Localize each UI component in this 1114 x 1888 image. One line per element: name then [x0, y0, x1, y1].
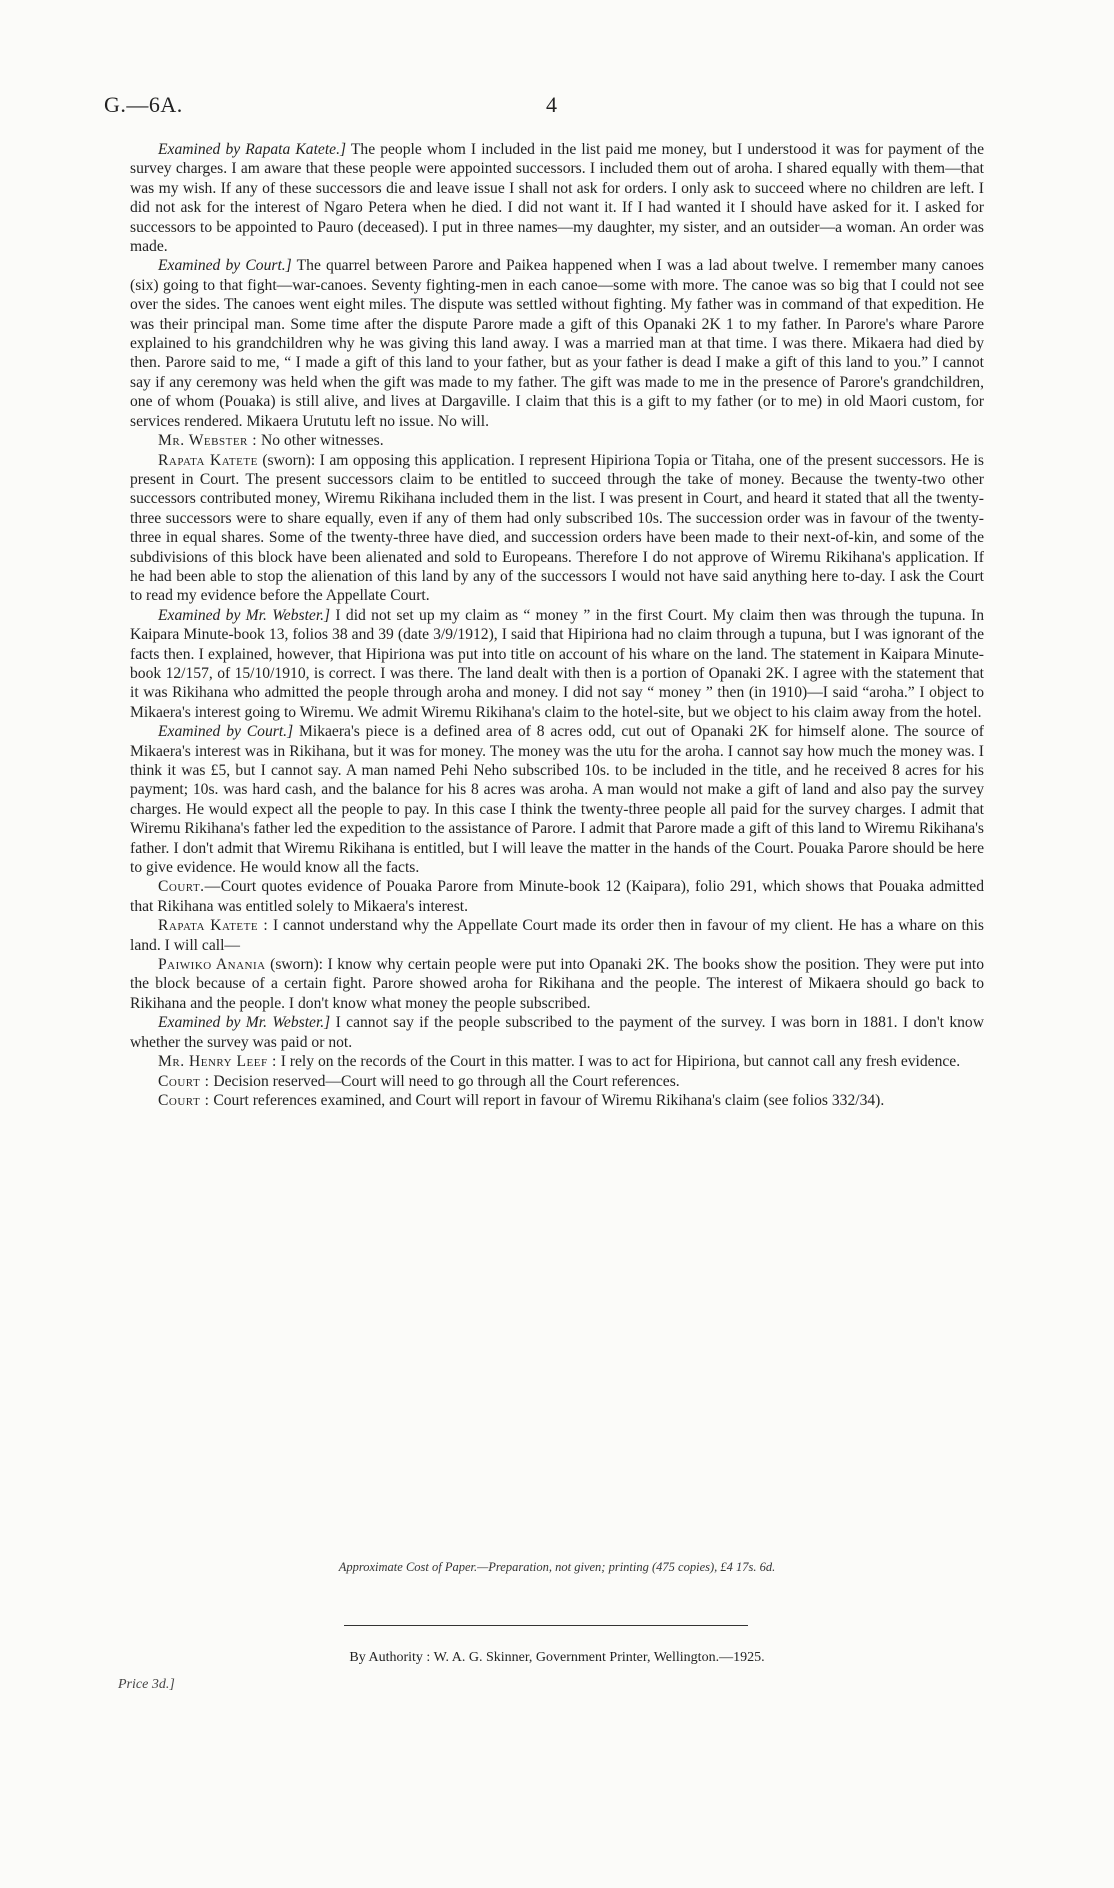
paragraph-text: (sworn): I know why certain people were put into Opanaki 2K. The books show the position. They were put into the block because of a certain fight. Parore showed aroha for Rikihana and the people. The interest of Mikaera should go back to Rikihana and the people. I don't know what money the people subscribed. [130, 956, 984, 1012]
paragraph-text: I cannot say if the people subscribed to the payment of the survey. I was born in 1881. I don't know whether the survey was paid or not. [130, 1014, 984, 1051]
paragraph-text: Court references examined, and Court will report in favour of Wiremu Rikihana's claim (see folios 332/34). [209, 1091, 885, 1109]
paragraph-text: The people whom I included in the list paid me money, but I understood it was for payment of the survey charges. I am aware that these people were appointed successors. I included them out of aroha. I shared equally with them—that was my wish. If any of these successors die and leave issue I shall not ask for orders. I only ask to succeed where no children are left. I did not ask for the interest of Ngaro Petera when he died. I did not want it. If I had wanted it I should have asked for it. I asked for successors to be appointed to Pauro (deceased). I put in three names—my daughter, my sister, and an outsider—a woman. An order was made. [130, 141, 984, 256]
paragraph-lead: Court.— [158, 878, 221, 896]
paragraph [130, 1013, 984, 1052]
paragraph-lead: Examined by Mr. Webster.] [158, 606, 331, 624]
paragraph-text: I rely on the records of the Court in this matter. I was to act for Hipiriona, but cannot call any fresh evidence. [276, 1053, 961, 1071]
paragraph-text: Decision reserved—Court will need to go through all the Court references. [209, 1072, 680, 1090]
paragraph [130, 916, 984, 955]
footer-rule [344, 1625, 748, 1626]
paragraph-lead: Paiwiko Anania [158, 956, 266, 974]
paragraph [130, 140, 984, 256]
paragraph-text: I did not set up my claim as “ money ” in the first Court. My claim then was through the tupuna. In Kaipara Minute-book 13, folios 38 and 39 (date 3/9/1912), I said that Hipiriona had no claim through a tupuna, but I was ignorant of the facts then. I explained, however, that Hipiriona was put into title on account of his whare on the land. The statement in Kaipara Minute-book 12/157, of 15/10/1910, is correct. I was there. The land dealt with then is a portion of Opanaki 2K. I agree with the statement that it was Rikihana who admitted the people through aroha and money. I did not say “ money ” then (in 1910)—I said “aroha.” I object to Mikaera's interest going to Wiremu. We admit Wiremu Rikihana's claim to the hotel-site, but we object to his claim away from the hotel. [130, 606, 984, 721]
paragraph-lead: Examined by Mr. Webster.] [158, 1014, 331, 1032]
paragraph [130, 722, 984, 877]
paragraph [130, 955, 984, 1013]
paragraph-text: (sworn): I am opposing this application. I represent Hipiriona Topia or Titaha, one of the present successors. He is present in Court. The present successors claim to be entitled to succeed through the take of money. Because the twenty-two other successors contributed money, Wiremu Rikihana included them in the list. I was present in Court, and heard it stated that all the twenty-three successors were to share equally, even if any of them had only subscribed 10s. The succession order was in favour of the twenty-three in equal shares. Some of the twenty-three have died, and succession orders have been made to their next-of-kin, and some of the subdivisions of this block have been alienated and sold to Europeans. Therefore I do not approve of Wiremu Rikihana's application. If he had been able to stop the alienation of this land by any of the successors I would not have said anything here to-day. I ask the Court to read my evidence before the Appellate Court. [130, 451, 985, 605]
series-header: G.—6A. [104, 92, 183, 117]
cost-note: Approximate Cost of Paper.—Preparation, not given; printing (475 copies), £4 17s. 6d. [338, 1560, 776, 1574]
paragraph [130, 256, 984, 431]
page-number: 4 [546, 92, 557, 117]
paragraph-text: No other witnesses. [257, 432, 384, 450]
paragraph [130, 451, 984, 606]
authority-line: By Authority : W. A. G. Skinner, Government Printer, Wellington.—1925. [349, 1650, 765, 1665]
paragraph-lead: Mr. Henry Leef : [158, 1053, 277, 1071]
paragraph [130, 431, 984, 450]
paragraph-lead: Rapata Katete : [158, 917, 269, 935]
price-note: Price 3d.] [118, 1677, 175, 1692]
body-text [130, 140, 984, 1110]
paragraph [130, 606, 984, 722]
paragraph-lead: Court : [158, 1091, 210, 1109]
paragraph-lead: Examined by Court.] [158, 723, 294, 741]
paragraph-lead: Court : [158, 1072, 210, 1090]
paragraph [130, 1072, 984, 1091]
paragraph-text: I cannot understand why the Appellate Court made its order then in favour of my client. He has a whare on this land. I will call— [130, 917, 984, 954]
paragraph-lead: Rapata Katete [158, 451, 258, 469]
paragraph-lead: Mr. Webster : [158, 432, 258, 450]
paragraph [130, 1091, 984, 1110]
paragraph-lead: Examined by Rapata Katete.] [158, 141, 347, 158]
paragraph-text: Court quotes evidence of Pouaka Parore from Minute-book 12 (Kaipara), folio 291, which shows that Pouaka admitted that Rikihana was entitled solely to Mikaera's interest. [130, 878, 984, 915]
paragraph-lead: Examined by Court.] [158, 257, 292, 275]
paragraph [130, 1052, 984, 1071]
paragraph-text: The quarrel between Parore and Paikea happened when I was a lad about twelve. I remember many canoes (six) going to that fight—war-canoes. Seventy fighting-men in each canoe—some with more. The canoe was so big that I could not see over the sides. The canoes went eight miles. The dispute was settled without fighting. My father was in command of that expedition. He was their principal man. Some time after the dispute Parore made a gift of this Opanaki 2K 1 to my father. In Parore's whare Parore explained to his grandchildren why he was giving this land away. I was a married man at that time. I was there. Mikaera had died by then. Parore said to me, “ I made a gift of this land to your father, but as your father is dead I make a gift of this land to you.” I cannot say if any ceremony was held when the gift was made to my father. The gift was made to me in the presence of Parore's grandchildren, one of whom (Pouaka) is still alive, and lives at Dargaville. I claim that this is a gift to my father (or to me) in old Maori custom, for services rendered. Mikaera Urututu left no issue. No will. [130, 257, 984, 430]
paragraph-text: Mikaera's piece is a defined area of 8 acres odd, cut out of Opanaki 2K for himself alone. The source of Mikaera's interest was in Rikihana, but it was for money. The money was the utu for the aroha. I cannot say how much the money was. I think it was £5, but I cannot say. A man named Pehi Neho subscribed 10s. to be included in the title, and he received 8 acres for his payment; 10s. was hard cash, and the balance for his 8 acres was aroha. A man would not make a gift of land and also pay the survey charges. He would expect all the people to pay. In this case I think the twenty-three people all paid for the survey charges. I admit that Wiremu Rikihana's father led the expedition to the assistance of Parore. I admit that Parore made a gift of this land to Wiremu Rikihana's father. I don't admit that Wiremu Rikihana is entitled, but I will leave the matter in the hands of the Court. Pouaka Parore should be here to give evidence. He would know all the facts. [130, 723, 984, 877]
paragraph [130, 877, 984, 916]
